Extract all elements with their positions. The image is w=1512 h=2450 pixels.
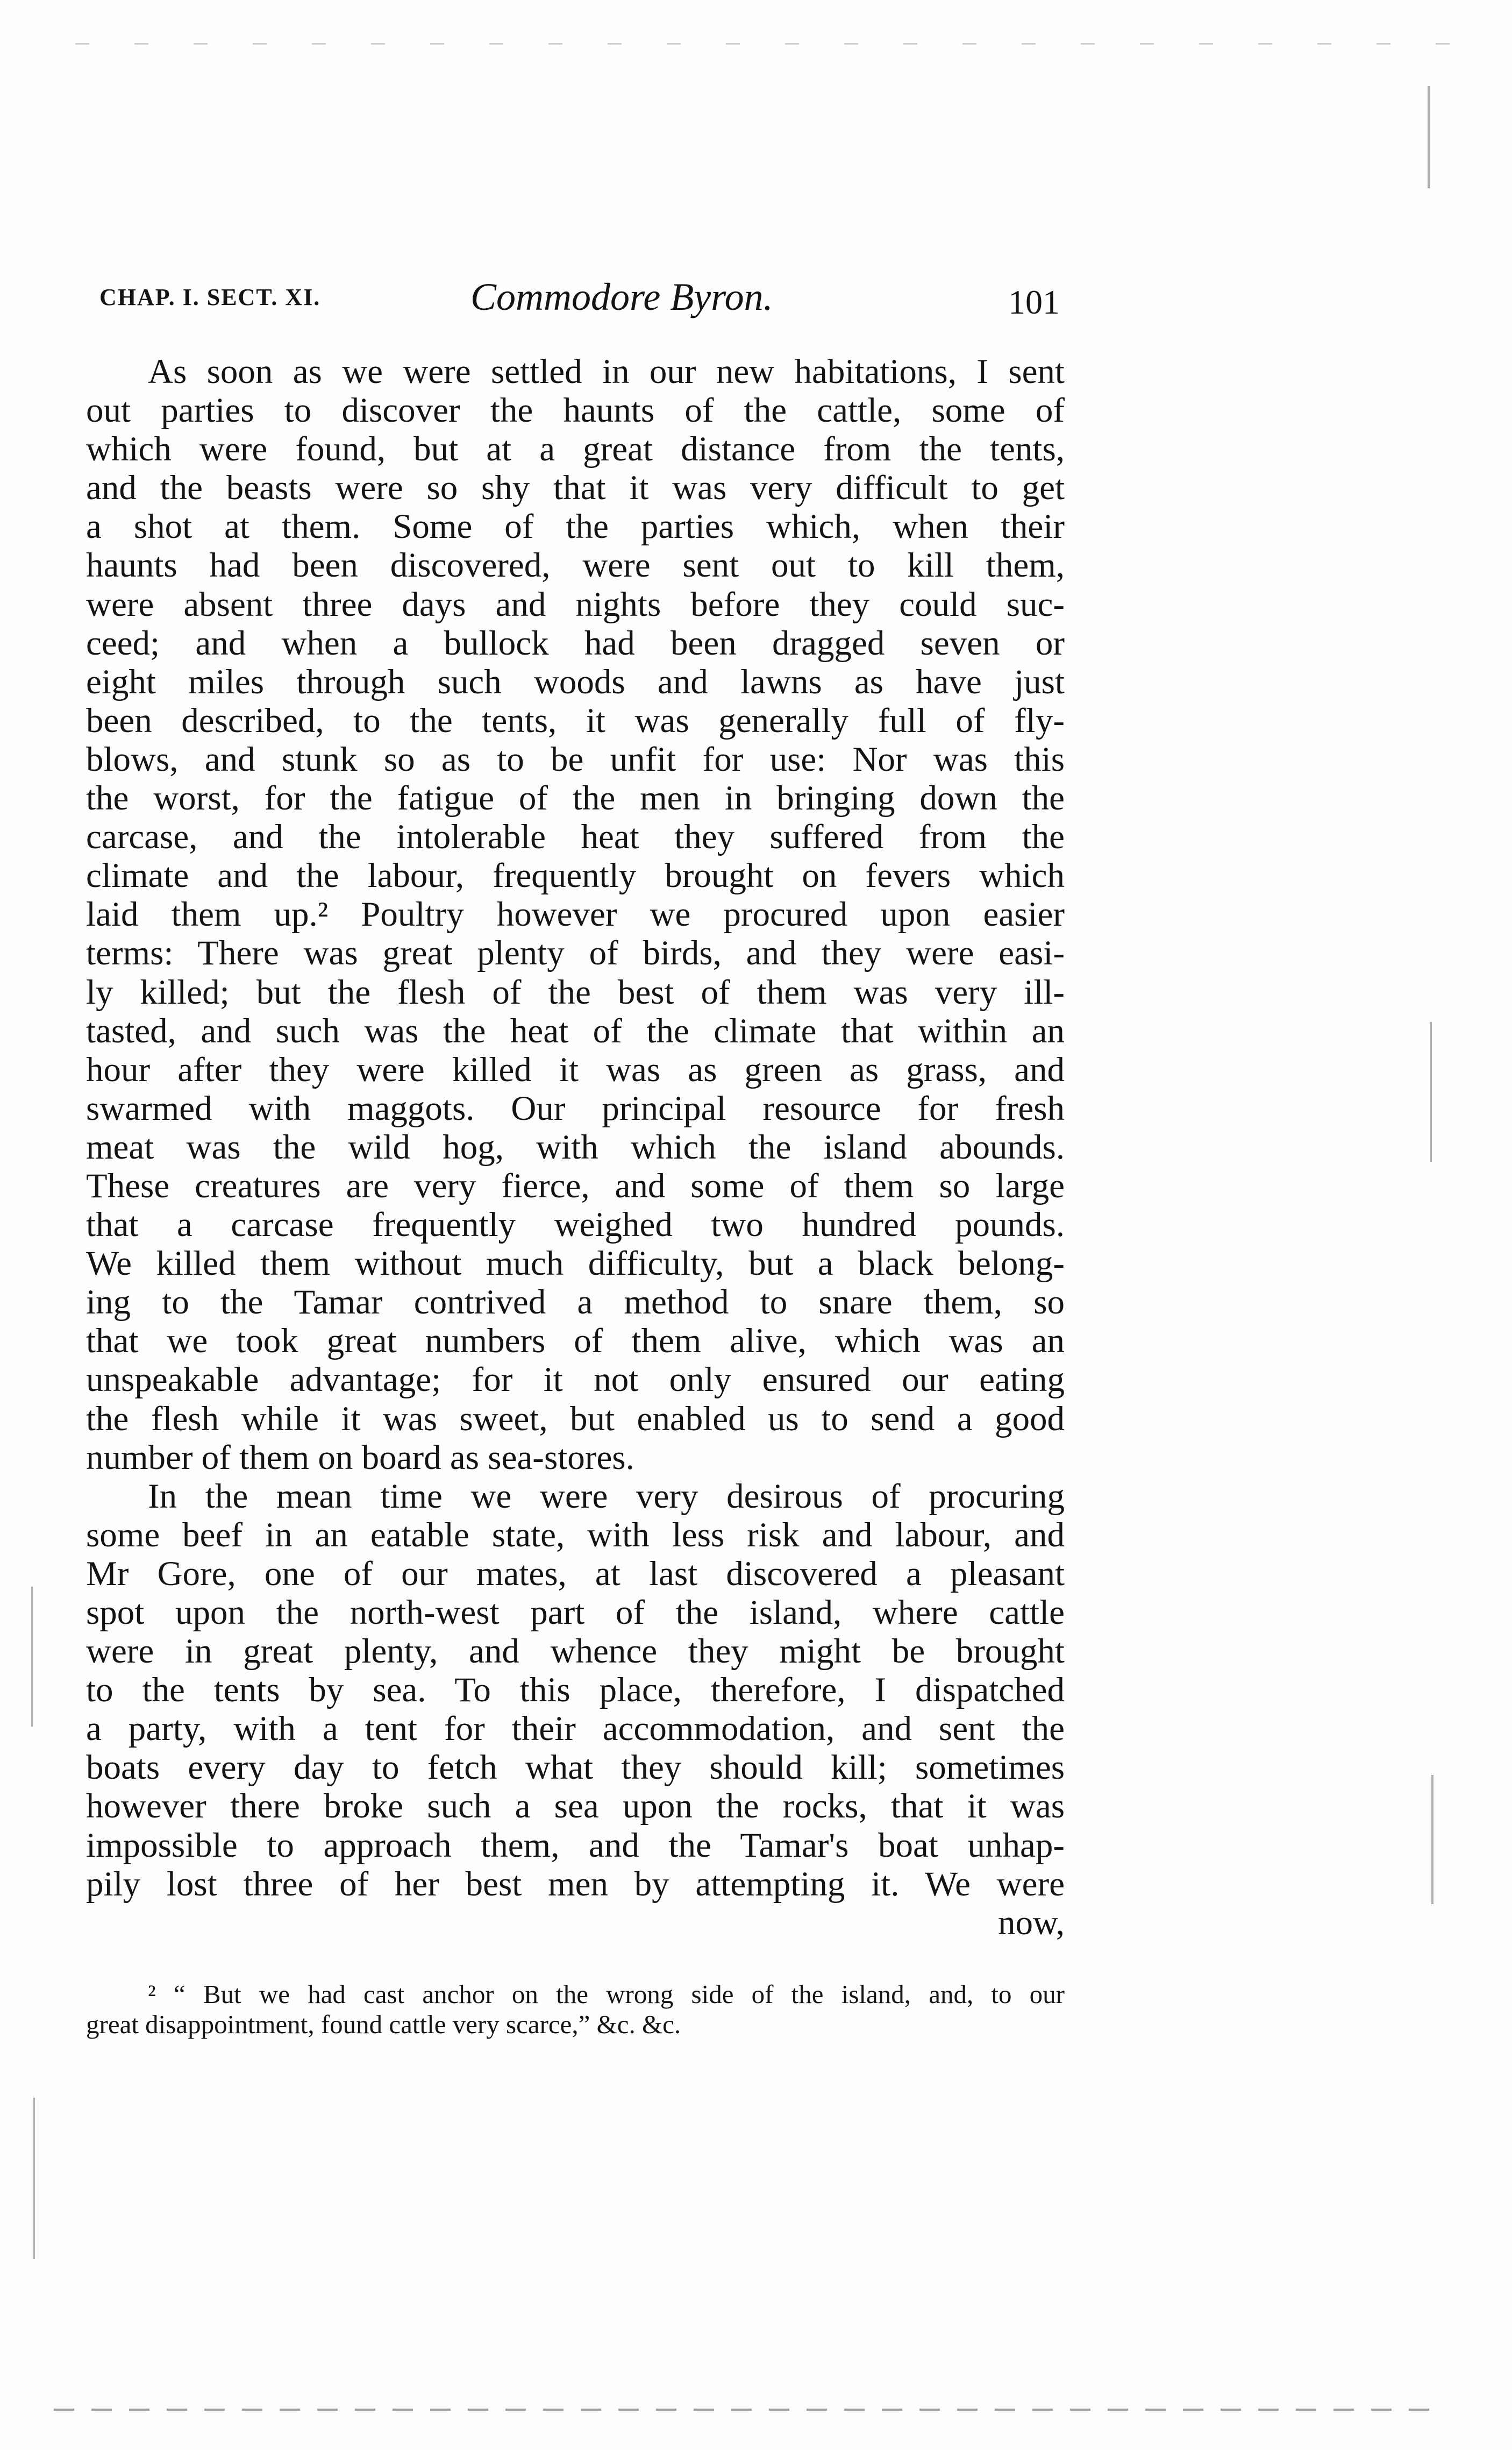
text-line: ceed; and when a bullock had been dragged seven or <box>86 623 1065 663</box>
text-line: ing to the Tamar contrived a method to snare them, so <box>86 1283 1065 1322</box>
text-line: We killed them without much difficulty, but a black belong- <box>86 1244 1065 1283</box>
text-line: out parties to discover the haunts of the cattle, some of <box>86 391 1065 430</box>
catchword: now, <box>998 1903 1065 1942</box>
text-line: were absent three days and nights before they could suc- <box>86 585 1065 624</box>
text-line: swarmed with maggots. Our principal resource for fresh <box>86 1089 1065 1128</box>
footnote <box>86 1979 1065 2040</box>
text-line: and the beasts were so shy that it was very difficult to get <box>86 468 1065 508</box>
text-line: terms: There was great plenty of birds, and they were easi- <box>86 934 1065 973</box>
text-line: tasted, and such was the heat of the climate that within an <box>86 1011 1065 1050</box>
footnote-line: great disappointment, found cattle very scarce,” &c. &c. <box>86 2009 681 2039</box>
right-edge-speck <box>1428 86 1430 188</box>
text-line: pily lost three of her best men by attempting it. We were <box>86 1864 1065 1904</box>
text-line: meat was the wild hog, with which the island abounds. <box>86 1127 1065 1167</box>
text-line: In the mean time we were very desirous of procuring <box>148 1476 1065 1516</box>
text-line: impossible to approach them, and the Tamar's boat unhap- <box>86 1826 1065 1865</box>
text-line: however there broke such a sea upon the rocks, that it was <box>86 1787 1065 1826</box>
left-edge-speck <box>31 1587 33 1727</box>
text-line: These creatures are very fierce, and some of them so large <box>86 1166 1065 1205</box>
text-line: spot upon the north-west part of the island, where cattle <box>86 1593 1065 1632</box>
top-edge-marks <box>75 43 1452 45</box>
text-line: climate and the labour, frequently brought on fevers which <box>86 856 1065 896</box>
left-edge-speck <box>33 2098 35 2259</box>
text-line: been described, to the tents, it was generally full of fly- <box>86 701 1065 740</box>
text-line: that a carcase frequently weighed two hundred pounds. <box>86 1205 1065 1245</box>
text-line: ly killed; but the flesh of the best of them was very ill- <box>86 972 1065 1012</box>
text-line: the worst, for the fatigue of the men in bringing down the <box>86 779 1065 818</box>
running-title: Commodore Byron. <box>470 275 773 318</box>
text-line: carcase, and the intolerable heat they suffered from the <box>86 818 1065 857</box>
right-edge-speck <box>1431 1775 1433 1904</box>
text-line: haunts had been discovered, were sent out to kill them, <box>86 546 1065 585</box>
text-line: Mr Gore, one of our mates, at last discovered a pleasant <box>86 1554 1065 1593</box>
text-line: number of them on board as sea-stores. <box>86 1438 634 1477</box>
text-line: a shot at them. Some of the parties which, when their <box>86 507 1065 546</box>
text-line: hour after they were killed it was as green as grass, and <box>86 1050 1065 1089</box>
text-line: blows, and stunk so as to be unfit for use: Nor was this <box>86 740 1065 779</box>
text-line: were in great plenty, and whence they might be brought <box>86 1632 1065 1671</box>
body-text <box>86 352 1065 1942</box>
footnote-marker: ² <box>148 1979 156 2009</box>
footnote-line <box>86 1979 1065 2009</box>
text-line: to the tents by sea. To this place, therefore, I dispatched <box>86 1671 1065 1710</box>
page-number: 101 <box>1008 283 1060 321</box>
text-line: some beef in an eatable state, with less risk and labour, and <box>86 1515 1065 1554</box>
footnote-text: “ But we had cast anchor on the wrong side of the island, and, to our <box>173 1979 1065 2009</box>
text-line: that we took great numbers of them alive, which was an <box>86 1322 1065 1361</box>
right-edge-speck <box>1430 1022 1432 1162</box>
running-head <box>99 272 1067 320</box>
text-line: unspeakable advantage; for it not only ensured our eating <box>86 1360 1065 1400</box>
text-line: As soon as we were settled in our new habitations, I sent <box>148 352 1065 391</box>
text-line: the flesh while it was sweet, but enabled us to send a good <box>86 1399 1065 1438</box>
text-line-with-footnote-ref: laid them up.² Poultry however we procured upon easier <box>86 895 1065 934</box>
text-line: eight miles through such woods and lawns as have just <box>86 662 1065 701</box>
text-line: which were found, but at a great distance from the tents, <box>86 430 1065 469</box>
text-line: boats every day to fetch what they should kill; sometimes <box>86 1748 1065 1787</box>
chapter-section-label: CHAP. I. SECT. XI. <box>99 284 321 310</box>
text-line: a party, with a tent for their accommodation, and sent the <box>86 1709 1065 1749</box>
bottom-edge-marks <box>54 2409 1430 2411</box>
